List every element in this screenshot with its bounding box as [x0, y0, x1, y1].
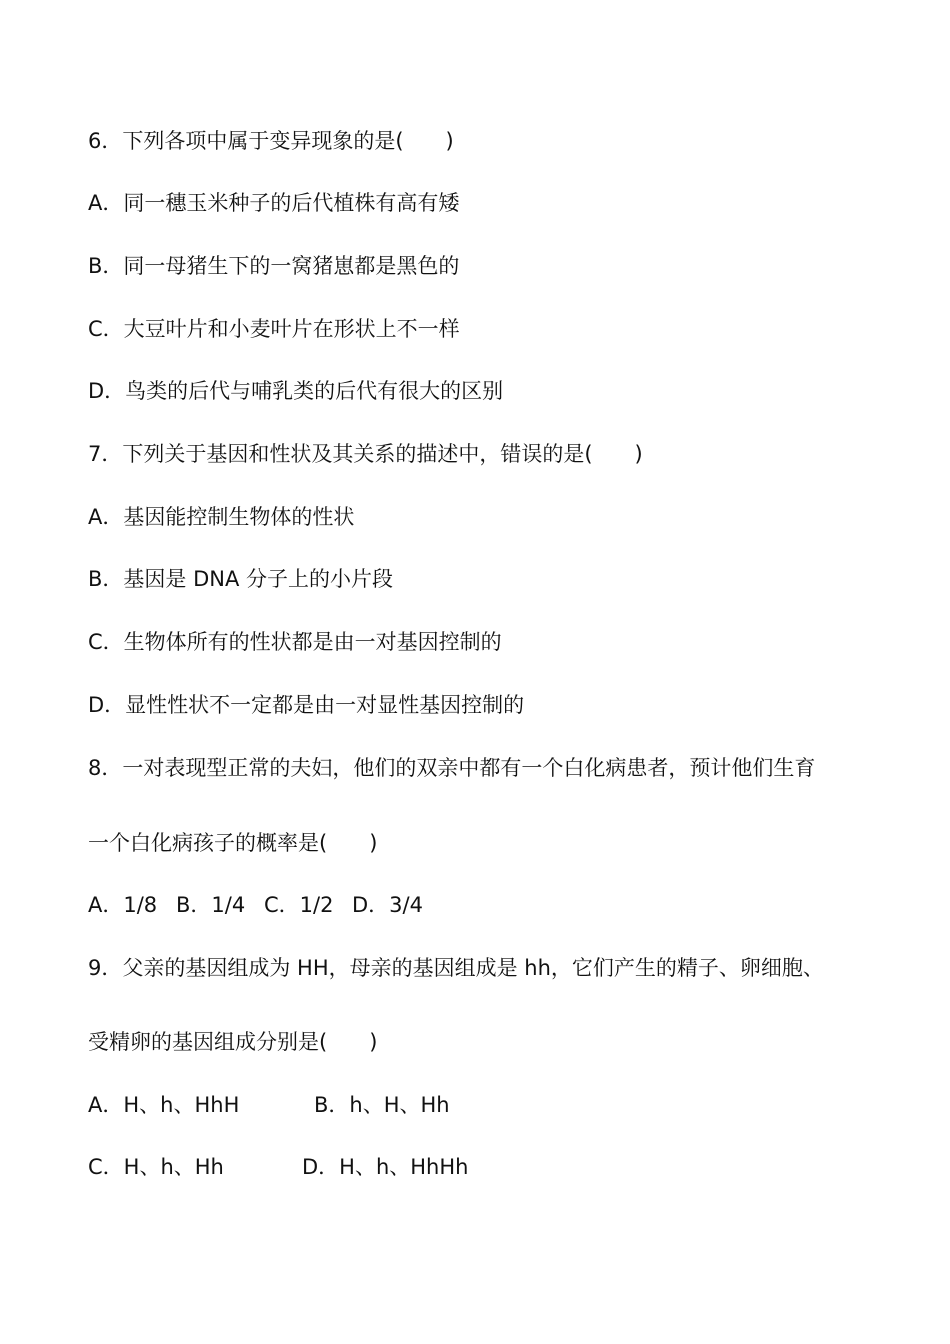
question-8-option-c: C．1/2 [264, 893, 334, 917]
question-9-option-d: D．H、h、HhHh [302, 1155, 469, 1179]
question-6-option-b: B．同一母猪生下的一窝猪崽都是黑色的 [88, 254, 460, 278]
question-7-option-c: C．生物体所有的性状都是由一对基因控制的 [88, 630, 502, 654]
question-9-option-c: C．H、h、Hh [88, 1155, 224, 1179]
question-8-option-b: B．1/4 [176, 893, 246, 917]
question-7-stem: 7．下列关于基因和性状及其关系的描述中，错误的是( ) [88, 442, 643, 466]
question-6-option-c: C．大豆叶片和小麦叶片在形状上不一样 [88, 317, 460, 341]
question-6-option-a: A．同一穗玉米种子的后代植株有高有矮 [88, 191, 460, 215]
question-8-stem-line1: 8．一对表现型正常的夫妇，他们的双亲中都有一个白化病患者，预计他们生育 [88, 756, 816, 780]
question-8-option-d: D．3/4 [352, 893, 423, 917]
question-9-option-b: B．h、H、Hh [314, 1093, 450, 1117]
question-9-stem-line1: 9．父亲的基因组成为 HH，母亲的基因组成是 hh，它们产生的精子、卵细胞、 [88, 956, 824, 980]
question-9-option-a: A．H、h、HhH [88, 1093, 240, 1117]
question-6-option-d: D．鸟类的后代与哺乳类的后代有很大的区别 [88, 379, 504, 403]
question-6-stem: 6．下列各项中属于变异现象的是( ) [88, 129, 454, 153]
question-9-stem-line2: 受精卵的基因组成分别是( ) [88, 1030, 378, 1054]
question-7-option-b: B．基因是 DNA 分子上的小片段 [88, 567, 394, 591]
question-7-option-d: D．显性性状不一定都是由一对显性基因控制的 [88, 693, 525, 717]
question-7-option-a: A．基因能控制生物体的性状 [88, 505, 355, 529]
question-8-option-a: A．1/8 [88, 893, 158, 917]
question-8-stem-line2: 一个白化病孩子的概率是( ) [88, 831, 378, 855]
